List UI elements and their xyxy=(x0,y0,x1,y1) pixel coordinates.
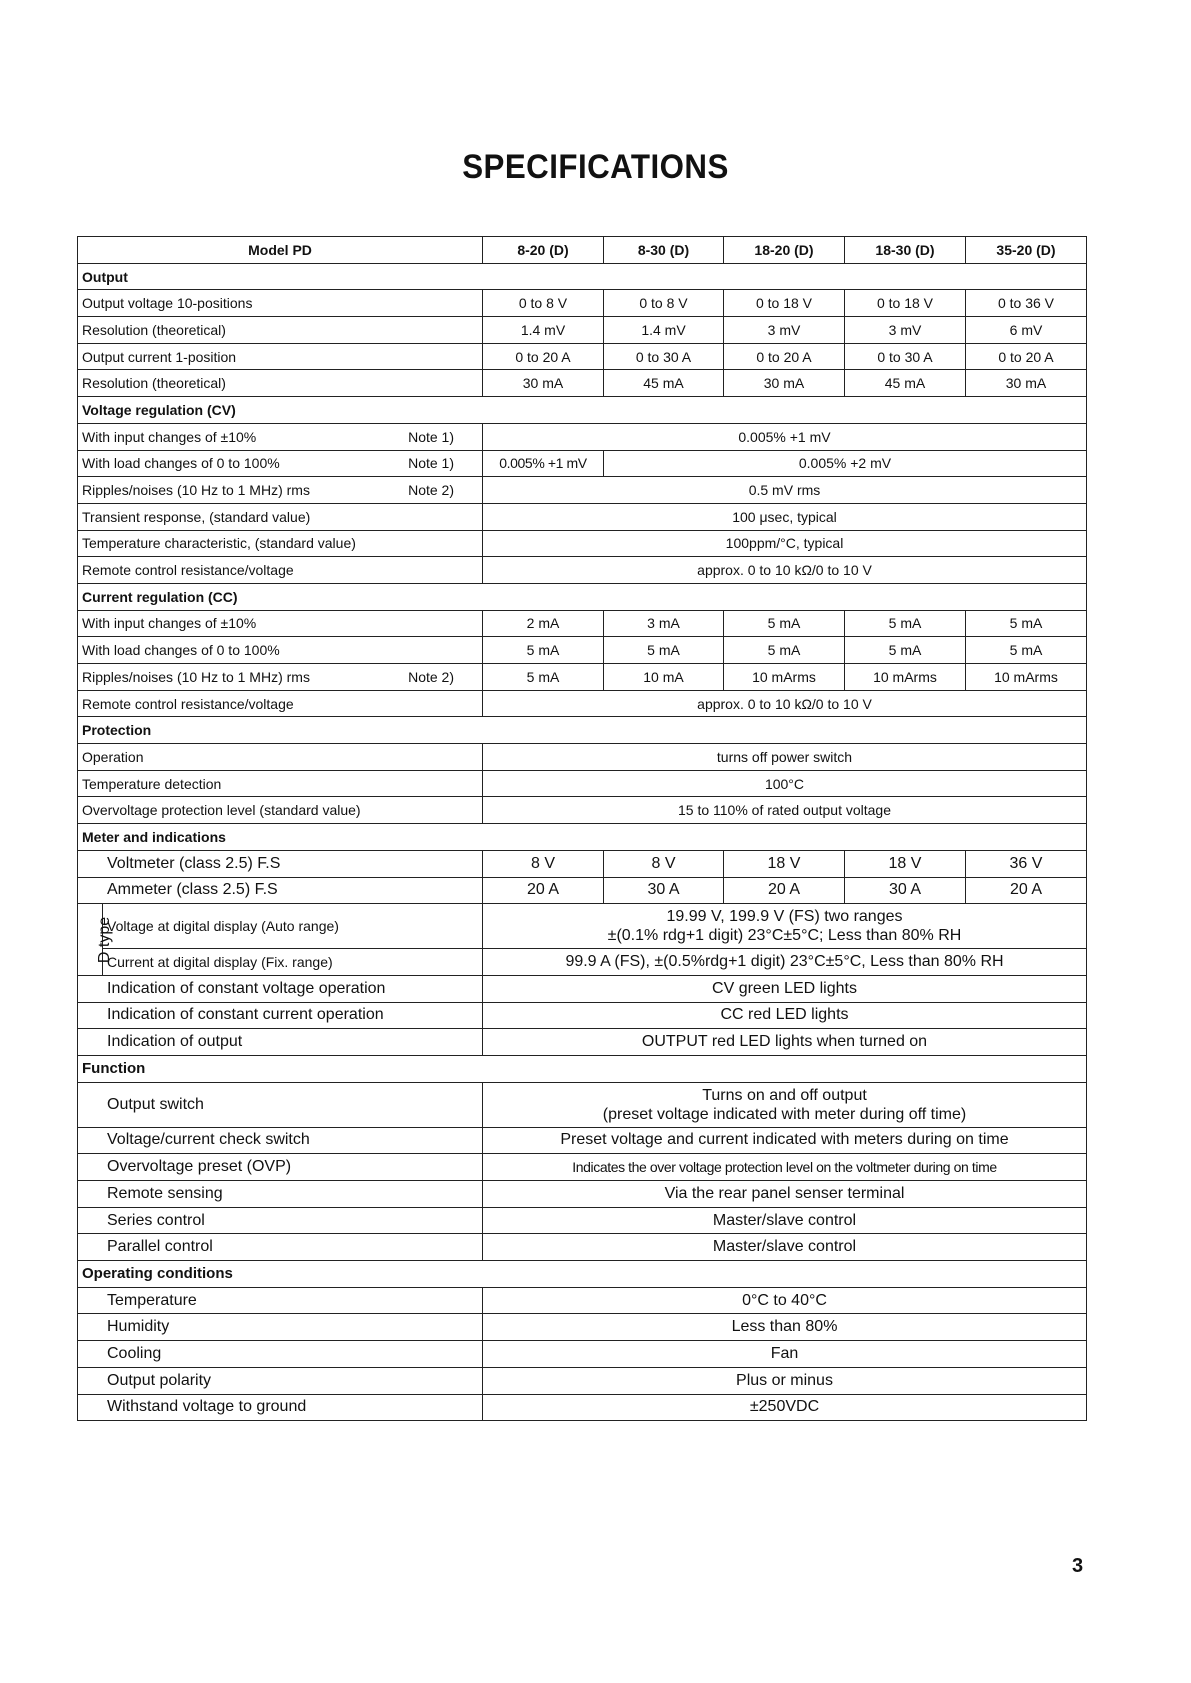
table-row xyxy=(78,503,1087,530)
page-number: 3 xyxy=(1072,1555,1084,1577)
row-label: Withstand voltage to ground xyxy=(78,1394,483,1421)
table-row xyxy=(78,1029,1087,1056)
cell-value: 2 mA xyxy=(483,610,604,637)
cell-value: 0 to 20 A xyxy=(966,343,1087,370)
cell-value: 0 to 8 V xyxy=(604,290,724,317)
row-label: Current at digital display (Fix. range) xyxy=(103,949,483,976)
cell-value: 5 mA xyxy=(604,637,724,664)
row-label xyxy=(78,423,483,450)
cell-value xyxy=(483,1082,1087,1127)
cell-value: 8 V xyxy=(483,850,604,877)
cell-value: Plus or minus xyxy=(483,1367,1087,1394)
cell-value: 0 to 30 A xyxy=(604,343,724,370)
cell-value: ±250VDC xyxy=(483,1394,1087,1421)
row-label: Transient response, (standard value) xyxy=(78,503,483,530)
cell-value: Preset voltage and current indicated with meters during on time xyxy=(483,1127,1087,1154)
table-row xyxy=(78,1314,1087,1341)
cell-value: 5 mA xyxy=(845,610,966,637)
table-row xyxy=(78,450,1087,477)
cell-value: 0 to 8 V xyxy=(483,290,604,317)
row-label: Remote control resistance/voltage xyxy=(78,557,483,584)
row-label xyxy=(78,477,483,504)
row-label: Output switch xyxy=(78,1082,483,1127)
cell-value: 10 mArms xyxy=(966,664,1087,691)
note-ref: Note 1) xyxy=(408,428,454,445)
row-label: Cooling xyxy=(78,1341,483,1368)
cell-value: 0 to 20 A xyxy=(724,343,845,370)
page-title: SPECIFICATIONS xyxy=(462,148,729,186)
model-header: 18-20 (D) xyxy=(724,237,845,264)
cell-value: 18 V xyxy=(845,850,966,877)
section-row xyxy=(78,583,1087,610)
table-row xyxy=(78,477,1087,504)
cell-value: 0.005% +1 mV xyxy=(483,423,1087,450)
model-header: 8-30 (D) xyxy=(604,237,724,264)
cell-value: 45 mA xyxy=(604,370,724,397)
cell-value: 0 to 30 A xyxy=(845,343,966,370)
note-ref: Note 2) xyxy=(408,668,454,685)
cell-value: 5 mA xyxy=(845,637,966,664)
table-row xyxy=(78,904,1087,949)
section-heading: Output xyxy=(78,263,1087,290)
table-row xyxy=(78,770,1087,797)
cell-value: 30 mA xyxy=(483,370,604,397)
section-heading: Meter and indications xyxy=(78,824,1087,851)
cell-value: 5 mA xyxy=(483,664,604,691)
cell-value: 30 A xyxy=(845,877,966,904)
cell-value: 10 mArms xyxy=(845,664,966,691)
cell-value: 99.9 A (FS), ±(0.5%rdg+1 digit) 23°C±5°C, Less than 80% RH xyxy=(483,949,1087,976)
table-row xyxy=(78,1002,1087,1029)
model-header: 18-30 (D) xyxy=(845,237,966,264)
section-row xyxy=(78,824,1087,851)
cell-value: 45 mA xyxy=(845,370,966,397)
section-heading: Function xyxy=(78,1055,1087,1082)
note-ref: Note 2) xyxy=(408,482,454,499)
row-label: Voltage at digital display (Auto range) xyxy=(103,904,483,949)
cell-value: turns off power switch xyxy=(483,744,1087,771)
cell-value: Via the rear panel senser terminal xyxy=(483,1181,1087,1208)
table-row xyxy=(78,1341,1087,1368)
table-row xyxy=(78,1394,1087,1421)
row-label xyxy=(78,664,483,691)
table-row xyxy=(78,1234,1087,1261)
model-header: 8-20 (D) xyxy=(483,237,604,264)
cell-value: 3 mA xyxy=(604,610,724,637)
cell-value: 0.5 mV rms xyxy=(483,477,1087,504)
section-row xyxy=(78,397,1087,424)
cell-value: 5 mA xyxy=(724,637,845,664)
table-row xyxy=(78,1207,1087,1234)
cell-value: Master/slave control xyxy=(483,1207,1087,1234)
row-label: Remote sensing xyxy=(78,1181,483,1208)
table-row xyxy=(78,637,1087,664)
table-row xyxy=(78,949,1087,976)
cell-value: 20 A xyxy=(483,877,604,904)
cell-value: OUTPUT red LED lights when turned on xyxy=(483,1029,1087,1056)
cell-value: 0 to 18 V xyxy=(845,290,966,317)
row-label: Voltage/current check switch xyxy=(78,1127,483,1154)
table-row xyxy=(78,317,1087,344)
cell-value: 1.4 mV xyxy=(483,317,604,344)
cell-value: 5 mA xyxy=(724,610,845,637)
table-row xyxy=(78,423,1087,450)
row-label: Resolution (theoretical) xyxy=(78,317,483,344)
cell-value: 18 V xyxy=(724,850,845,877)
cell-value: 5 mA xyxy=(483,637,604,664)
cell-value: 1.4 mV xyxy=(604,317,724,344)
cell-value: 0.005% +1 mV xyxy=(483,450,604,477)
row-label: Overvoltage preset (OVP) xyxy=(78,1154,483,1181)
cell-value: 20 A xyxy=(966,877,1087,904)
row-label: Output polarity xyxy=(78,1367,483,1394)
table-row xyxy=(78,557,1087,584)
cell-value: 3 mV xyxy=(724,317,845,344)
table-row xyxy=(78,290,1087,317)
table-row xyxy=(78,1154,1087,1181)
section-heading: Voltage regulation (CV) xyxy=(78,397,1087,424)
row-label: Indication of output xyxy=(78,1029,483,1056)
cell-value: 0°C to 40°C xyxy=(483,1287,1087,1314)
row-label: Voltmeter (class 2.5) F.S xyxy=(78,850,483,877)
table-row xyxy=(78,1287,1087,1314)
cell-value: approx. 0 to 10 kΩ/0 to 10 V xyxy=(483,690,1087,717)
row-label: Humidity xyxy=(78,1314,483,1341)
value-line: (preset voltage indicated with meter during off time) xyxy=(602,1105,967,1123)
row-label: Ammeter (class 2.5) F.S xyxy=(78,877,483,904)
table-row xyxy=(78,610,1087,637)
cell-value: 8 V xyxy=(604,850,724,877)
row-label: Temperature characteristic, (standard value) xyxy=(78,530,483,557)
row-label: Temperature detection xyxy=(78,770,483,797)
section-row xyxy=(78,1055,1087,1082)
table-row xyxy=(78,1181,1087,1208)
cell-value: 0 to 36 V xyxy=(966,290,1087,317)
cell-value: 0 to 20 A xyxy=(483,343,604,370)
row-label: Series control xyxy=(78,1207,483,1234)
table-row xyxy=(78,370,1087,397)
section-row xyxy=(78,1261,1087,1288)
row-label: Indication of constant voltage operation xyxy=(78,975,483,1002)
cell-value: 36 V xyxy=(966,850,1087,877)
row-label: Operation xyxy=(78,744,483,771)
d-type-text: D type xyxy=(96,916,114,963)
table-row xyxy=(78,877,1087,904)
cell-value: 100°C xyxy=(483,770,1087,797)
row-label: Overvoltage protection level (standard value) xyxy=(78,797,483,824)
cell-value: Master/slave control xyxy=(483,1234,1087,1261)
row-label: With input changes of ±10% xyxy=(78,610,483,637)
model-header: 35-20 (D) xyxy=(966,237,1087,264)
cell-value: 10 mArms xyxy=(724,664,845,691)
cell-value: 100ppm/°C, typical xyxy=(483,530,1087,557)
table-row xyxy=(78,664,1087,691)
note-ref: Note 1) xyxy=(408,455,454,472)
section-row xyxy=(78,263,1087,290)
cell-value: Fan xyxy=(483,1341,1087,1368)
row-label: Output current 1-position xyxy=(78,343,483,370)
cell-value: 15 to 110% of rated output voltage xyxy=(483,797,1087,824)
row-label: Output voltage 10-positions xyxy=(78,290,483,317)
row-label: Parallel control xyxy=(78,1234,483,1261)
cell-value: 3 mV xyxy=(845,317,966,344)
table-row xyxy=(78,1127,1087,1154)
value-line: ±(0.1% rdg+1 digit) 23°C±5°C; Less than 80% RH xyxy=(607,927,962,945)
row-label: Temperature xyxy=(78,1287,483,1314)
row-label xyxy=(78,450,483,477)
row-label: With load changes of 0 to 100% xyxy=(78,637,483,664)
cell-value: Indicates the over voltage protection level on the voltmeter during on time xyxy=(483,1154,1087,1181)
header-row xyxy=(78,237,1087,264)
model-label: Model PD xyxy=(78,237,483,264)
cell-value: 0 to 18 V xyxy=(724,290,845,317)
table-row xyxy=(78,797,1087,824)
cell-value: 30 A xyxy=(604,877,724,904)
row-label: Indication of constant current operation xyxy=(78,1002,483,1029)
label-text: Ripples/noises (10 Hz to 1 MHz) rms xyxy=(82,668,310,685)
row-label: Remote control resistance/voltage xyxy=(78,690,483,717)
table-row xyxy=(78,975,1087,1002)
value-line: Turns on and off output xyxy=(702,1086,867,1104)
label-text: With load changes of 0 to 100% xyxy=(82,455,280,472)
cell-value: 20 A xyxy=(724,877,845,904)
table-row xyxy=(78,530,1087,557)
value-line: 19.99 V, 199.9 V (FS) two ranges xyxy=(666,908,903,926)
cell-value: 30 mA xyxy=(966,370,1087,397)
d-type-label xyxy=(78,904,114,976)
cell-value: 10 mA xyxy=(604,664,724,691)
table-row xyxy=(78,744,1087,771)
cell-value xyxy=(483,904,1087,949)
cell-value: CV green LED lights xyxy=(483,975,1087,1002)
cell-value: 100 μsec, typical xyxy=(483,503,1087,530)
table-row xyxy=(78,690,1087,717)
section-heading: Protection xyxy=(78,717,1087,744)
cell-value: 6 mV xyxy=(966,317,1087,344)
cell-value: 30 mA xyxy=(724,370,845,397)
section-row xyxy=(78,717,1087,744)
table-row xyxy=(78,1082,1087,1127)
label-text: With input changes of ±10% xyxy=(82,428,257,445)
specifications-table xyxy=(77,236,1087,1421)
cell-value: approx. 0 to 10 kΩ/0 to 10 V xyxy=(483,557,1087,584)
cell-value: 5 mA xyxy=(966,637,1087,664)
label-text: Ripples/noises (10 Hz to 1 MHz) rms xyxy=(82,482,310,499)
cell-value: 0.005% +2 mV xyxy=(604,450,1087,477)
section-heading: Operating conditions xyxy=(78,1261,1087,1288)
table-row xyxy=(78,850,1087,877)
section-heading: Current regulation (CC) xyxy=(78,583,1087,610)
cell-value: Less than 80% xyxy=(483,1314,1087,1341)
row-label: Resolution (theoretical) xyxy=(78,370,483,397)
cell-value: 5 mA xyxy=(966,610,1087,637)
table-row xyxy=(78,1367,1087,1394)
table-row xyxy=(78,343,1087,370)
cell-value: CC red LED lights xyxy=(483,1002,1087,1029)
